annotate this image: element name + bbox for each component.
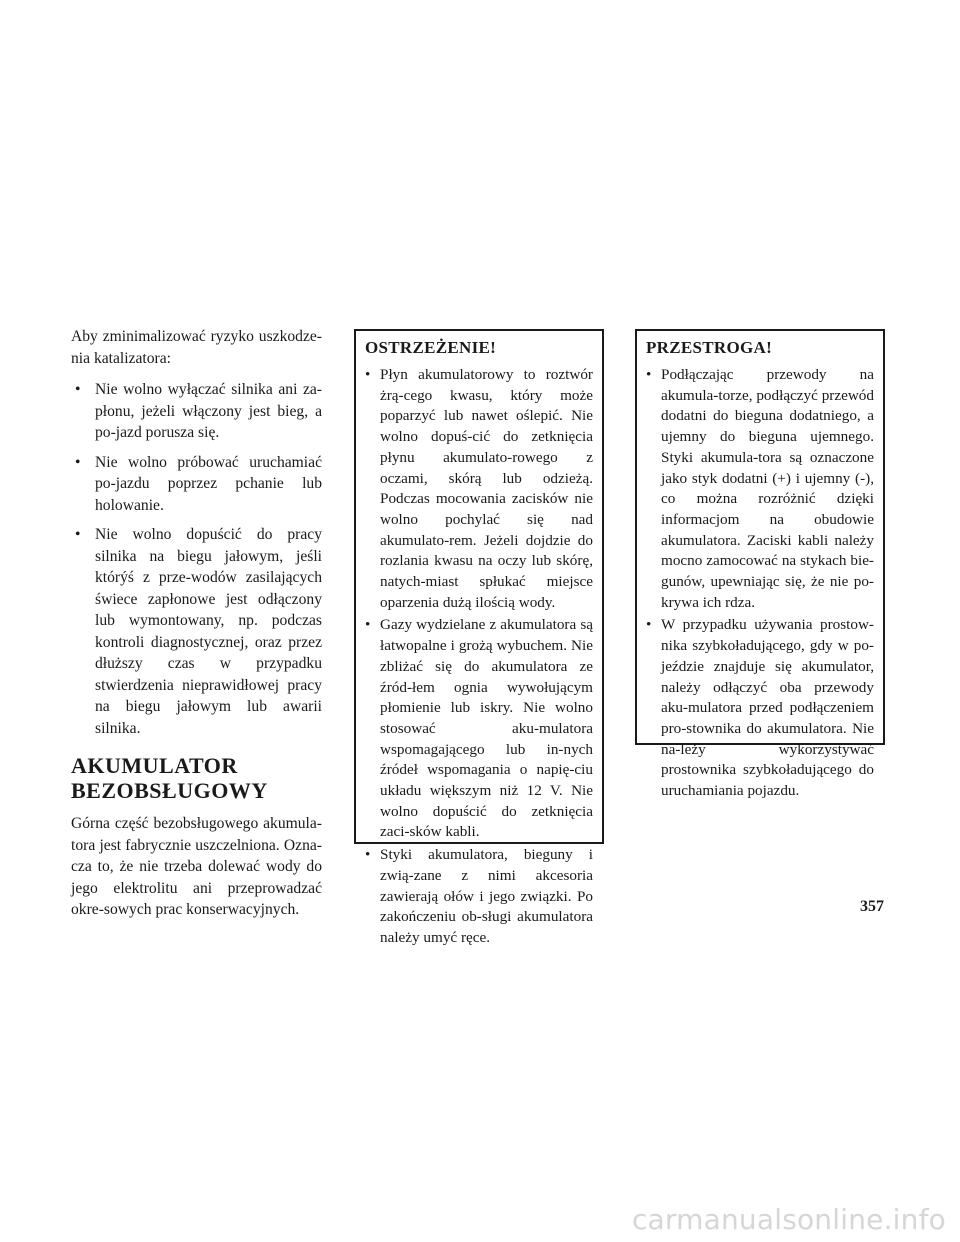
- intro-paragraph: Aby zminimalizować ryzyko uszkodze-nia katalizatora:: [71, 328, 322, 367]
- caution-item: • Podłączając przewody na akumula-torze, podłączyć przewód dodatni do bieguna dodatniego, a ujemny do bieguna ujemnego. Styki akumula-tora są oznaczone jako styk dodatni (+) i ujemny (-), co można rozróżnić dzięki informacjom na obudowie akumulatora. Zaciski kabli należy mocno zamocować na stykach bie-gunów, upewniając się, że nie po-krywa ich rdza.: [646, 365, 874, 613]
- bullet-item: • Nie wolno wyłączać silnika ani za-płonu, jeżeli włączony jest bieg, a po-jazd porusza się.: [71, 379, 322, 444]
- caution-title: PRZESTROGA!: [646, 338, 773, 357]
- section-body: Górna część bezobsługowego akumula-tora jest fabrycznie uszczelniona. Ozna-cza to, że nie trzeba dolewać wody do jego elektrolitu ani przeprowadzać okre-sowych prac konserwacyjnych.: [71, 815, 322, 918]
- warning-box: [354, 329, 604, 946]
- warning-title: OSTRZEŻENIE!: [365, 338, 497, 357]
- section-heading: [71, 753, 322, 803]
- section-heading-line2: BEZOBSŁUGOWY: [71, 778, 268, 803]
- caution-item: • W przypadku używania prostow-nika szybkoładującego, gdy w po-jeździe znajduje się akumulator, należy odłączyć oba przewody aku-mulatora przed podłączeniem pro-stownika do akumulatora. Nie na-leży wykorzystywać prostownika szybkoładującego do uruchamiania pojazdu.: [646, 615, 874, 801]
- catalyst-bullet-list: [71, 379, 322, 739]
- warning-item: • Gazy wydzielane z akumulatora są łatwopalne i grożą wybuchem. Nie zbliżać się do akumulatora ze źród-łem ognia wywołującym płomienie lub iskry. Nie wolno stosować aku-mulatora wspomagającego lub in-nych źródeł wspomagania o napię-ciu układu większym niż 12 V. Nie wolno dopuścić do zetknięcia zaci-sków kabli.: [365, 615, 593, 843]
- warning-item: • Płyn akumulatorowy to roztwór żrą-cego kwasu, który może poparzyć lub nawet oślepić. Nie wolno dopuś-cić do zetknięcia płynu akumulato-rowego z oczami, skórą lub odzieżą. Podczas mocowania zacisków nie wolno pochylać się nad akumulato-rem. Jeżeli dojdzie do rozlania kwasu na oczy lub skórę, natych-miast spłukać miejsce oparzenia dużą ilością wody.: [365, 365, 593, 613]
- bullet-item: • Nie wolno próbować uruchamiać po-jazdu poprzez pchanie lub holowanie.: [71, 452, 322, 517]
- warning-list: [365, 365, 593, 949]
- bullet-item: • Nie wolno dopuścić do pracy silnika na biegu jałowym, jeśli którýś z prze-wodów zasilających świece zapłonowe jest odłączony lub wymontowany, np. podczas kontroli diagnostycznej, oraz przez dłuższy czas w przypadku stwierdzenia nieprawidłowej pracy na biegu jałowym lub awarii silnika.: [71, 524, 322, 739]
- caution-list: [646, 365, 874, 802]
- caution-box: [635, 329, 885, 800]
- page-number: 357: [860, 898, 884, 915]
- left-column: [71, 326, 322, 931]
- warning-item: • Styki akumulatora, bieguny i zwią-zane z nimi akcesoria zawierają ołów i jego związki. Po zakończeniu ob-sługi akumulatora należy umyć ręce.: [365, 845, 593, 949]
- section-heading-line1: AKUMULATOR: [71, 753, 238, 778]
- watermark: carmanualsonline.info: [631, 1203, 946, 1236]
